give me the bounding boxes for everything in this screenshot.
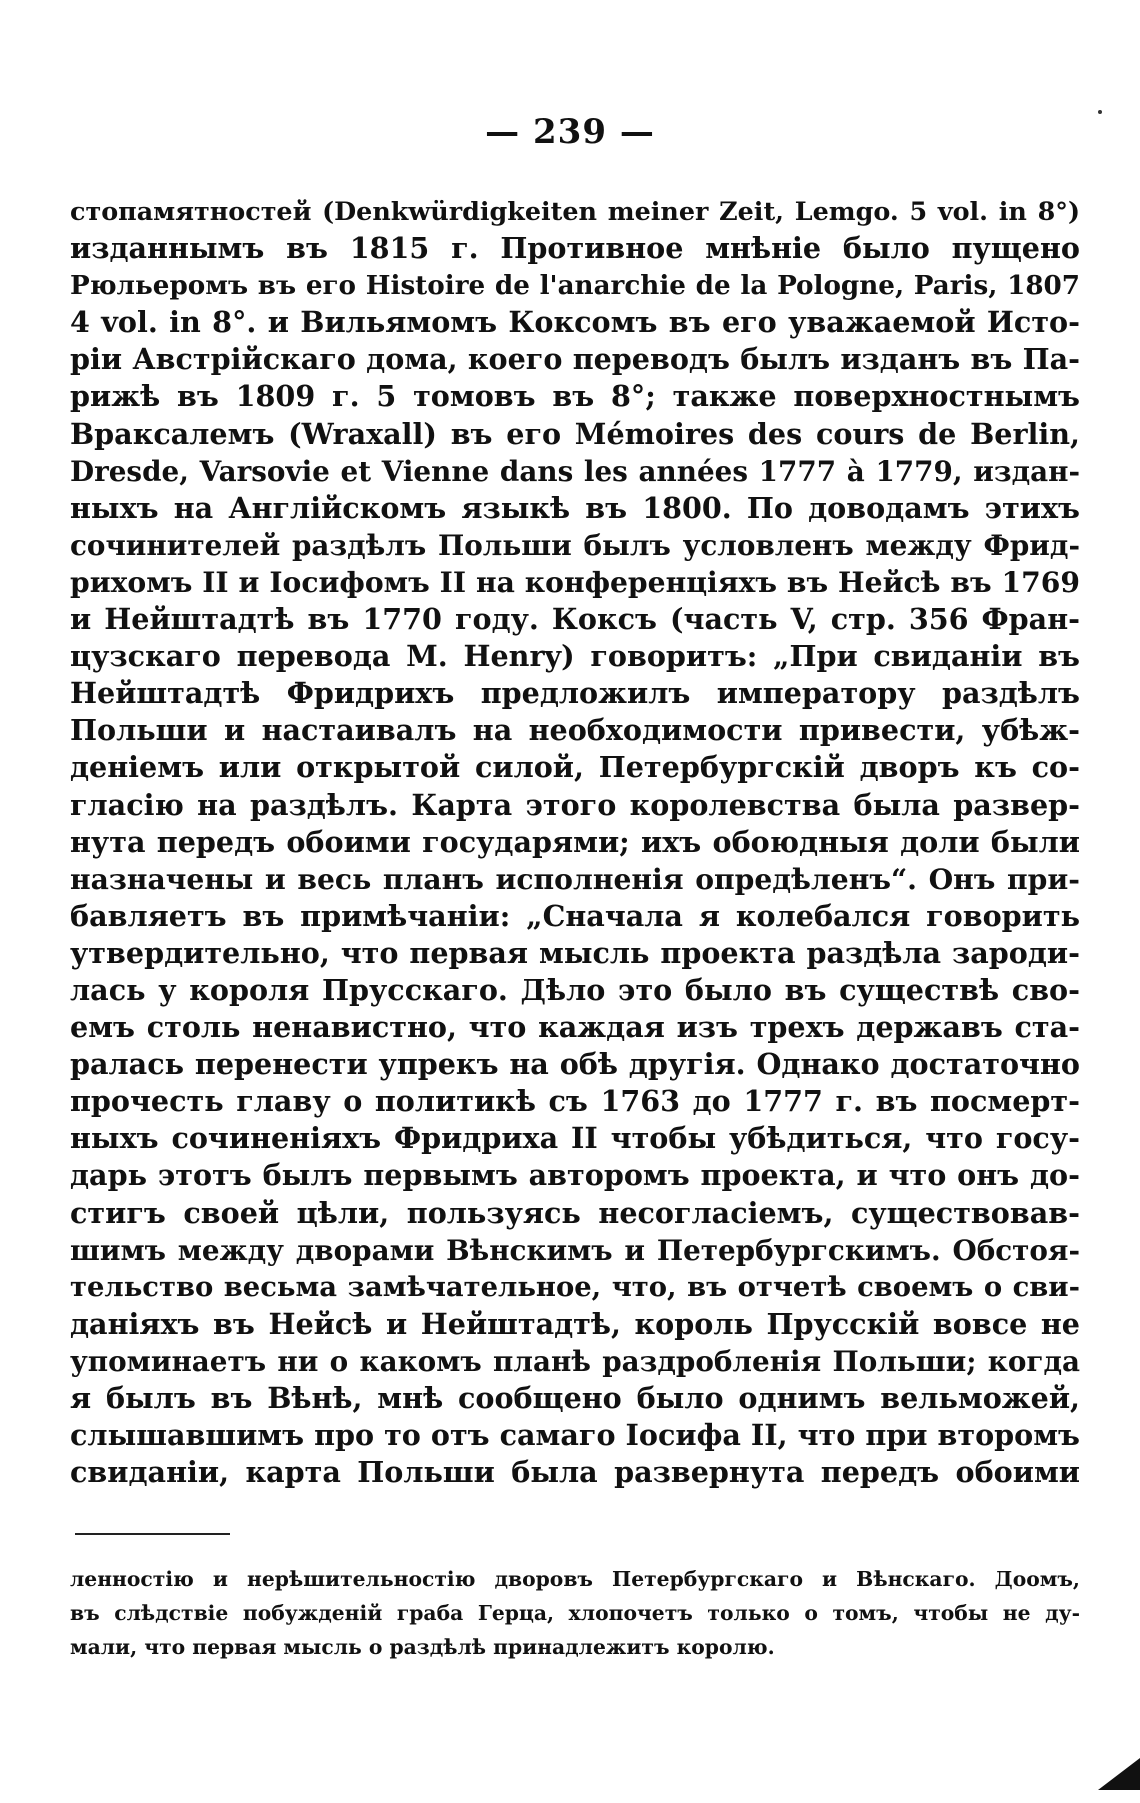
footnote-line: ленностію и нерѣшительностію дворовъ Петербургскаго и Вѣнскаго. Доомъ, [70,1567,1080,1591]
text-line: даніяхъ въ Нейсѣ и Нейштадтѣ, король Прусскій вовсе не [70,1306,1080,1341]
text-line: Враксалемъ (Wraxall) въ его Mémoires des cours de Berlin, [70,416,1080,451]
footnote-line: въ слѣдствіе побужденій граба Герца, хлопочетъ только о томъ, чтобы не ду- [70,1601,1080,1625]
text-line: слышавшимъ про то отъ самаго Іосифа II, что при второмъ [70,1418,1080,1453]
text-line: дарь этотъ былъ первымъ авторомъ проекта, и что онъ до- [70,1158,1080,1193]
text-line: емъ столь ненавистно, что каждая изъ трехъ державъ ста- [70,1010,1080,1045]
text-line: ныхъ сочиненіяхъ Фридриха II чтобы убѣдиться, что госу- [70,1121,1080,1156]
text-line: гласію на раздѣлъ. Карта этого королевства была развер- [70,787,1080,822]
main-text-block [70,193,1080,1491]
page-number: — 239 — [485,112,655,152]
footnote-divider [75,1533,230,1535]
text-line: нута передъ обоими государями; ихъ обоюдныя доли были [70,824,1080,859]
text-line: назначены и весь планъ исполненія опредѣленъ“. Онъ при- [70,862,1080,896]
text-line: ралась перенести упрекъ на обѣ другія. Однако достаточно [70,1047,1080,1082]
text-line: ныхъ на Англійскомъ языкѣ въ 1800. По доводамъ этихъ [70,490,1080,525]
text-line: бавляетъ въ примѣчаніи: „Сначала я колебался говорить [70,898,1080,933]
text-line: Польши и настаивалъ на необходимости привести, убѣж- [70,713,1080,748]
text-line: Нейштадтѣ Фридрихъ предложилъ императору раздѣлъ [70,676,1080,711]
text-line: упоминаетъ ни о какомъ планѣ раздробленія Польши; когда [70,1344,1080,1378]
page-corner-mark [1098,1758,1140,1790]
text-line: тельство весьма замѣчательное, что, въ отчетѣ своемъ о сви- [70,1270,1080,1303]
text-line: я былъ въ Вѣнѣ, мнѣ сообщено было однимъ вельможей, [70,1381,1080,1415]
print-speck [1098,110,1102,114]
text-line: шимъ между дворами Вѣнскимъ и Петербургскимъ. Обстоя- [70,1233,1080,1267]
text-line: свиданіи, карта Польши была развернута передъ обоими [70,1455,1080,1490]
text-line: 4 vol. in 8°. и Вильямомъ Коксомъ въ его уважаемой Исто- [70,305,1080,340]
text-line: сочинителей раздѣлъ Польши былъ условленъ между Фрид- [70,528,1080,562]
text-line: цузскаго перевода М. Henry) говоритъ: „При свиданіи въ [70,639,1080,674]
text-line: изданнымъ въ 1815 г. Противное мнѣніе было пущено [70,231,1080,266]
footnote-line: мали, что первая мысль о раздѣлѣ принадлежитъ королю. [70,1635,775,1659]
footnote-block [70,1562,1080,1664]
text-line: Dresde, Varsovie et Vienne dans les années 1777 à 1779, издан- [70,454,1080,488]
text-line: и Нейштадтѣ въ 1770 году. Коксъ (часть V, стр. 356 Фран- [70,602,1080,637]
text-line: рихомъ II и Іосифомъ II на конференціяхъ въ Нейсѣ въ 1769 [70,565,1080,599]
text-line: ріи Австрійскаго дома, коего переводъ былъ изданъ въ Па- [70,342,1080,377]
text-line: стигъ своей цѣли, пользуясь несогласіемъ, существовав- [70,1195,1080,1230]
text-line: утвердительно, что первая мысль проекта раздѣла зароди- [70,935,1080,970]
text-line: стопамятностей (Denkwürdigkeiten meiner Zeit, Lemgo. 5 vol. in 8°) [70,196,1080,226]
text-line: прочесть главу о политикѣ съ 1763 до 1777 г. въ посмерт- [70,1084,1080,1119]
text-line: Рюльеромъ въ его Histoire de l'anarchie de la Pologne, Paris, 1807 [70,270,1080,302]
text-line: рижѣ въ 1809 г. 5 томовъ въ 8°; также поверхностнымъ [70,379,1080,414]
text-line: деніемъ или открытой силой, Петербургскій дворъ къ со- [70,750,1080,785]
text-line: лась у короля Прусскаго. Дѣло это было въ существѣ сво- [70,972,1080,1007]
